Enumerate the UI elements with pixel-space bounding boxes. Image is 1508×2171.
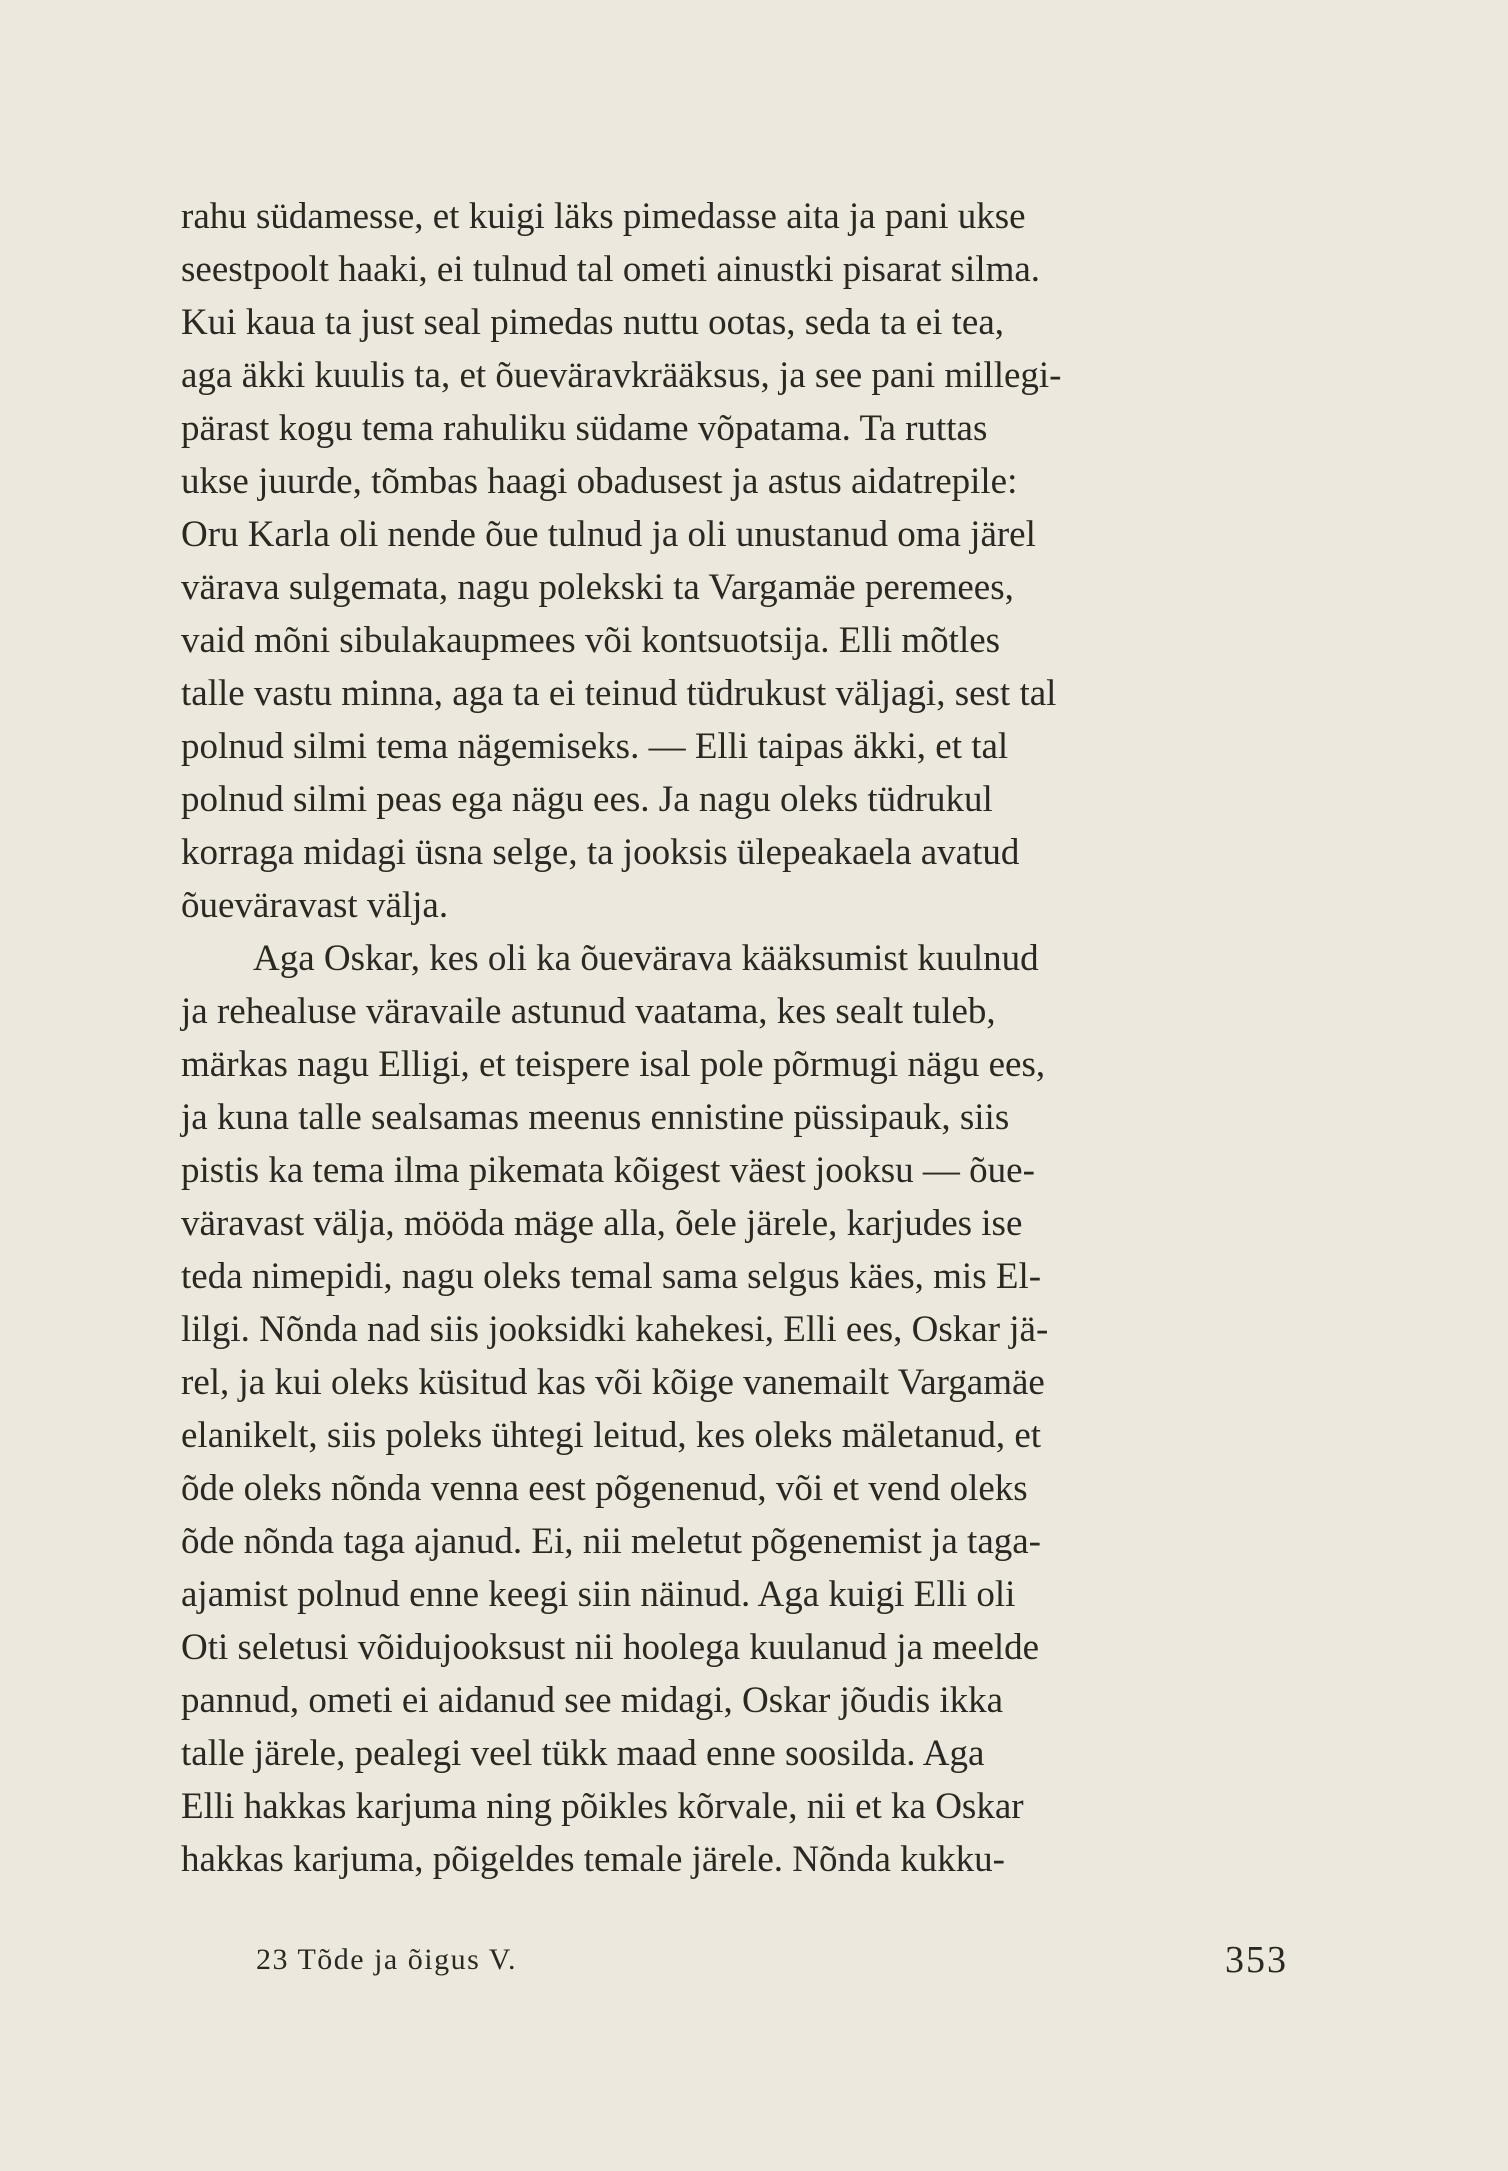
text-line: värava sulgemata, nagu polekski ta Vargamäe peremees, (181, 567, 1014, 608)
text-line: aga äkki kuulis ta, et õueväravkrääksus, ja see pani millegi- (181, 355, 1062, 396)
text-line: Elli hakkas karjuma ning põikles kõrvale, nii et ka Oskar (181, 1786, 1024, 1827)
text-line: teda nimepidi, nagu oleks temal sama selgus käes, mis El- (181, 1256, 1042, 1297)
body-text (181, 190, 1301, 1886)
text-line: ja rehealuse väravaile astunud vaatama, kes sealt tuleb, (181, 991, 996, 1032)
text-line: hakkas karjuma, põigeldes temale järele. Nõnda kukku- (181, 1839, 1005, 1880)
text-line: elanikelt, siis poleks ühtegi leitud, kes oleks mäletanud, et (181, 1415, 1042, 1456)
text-line: pannud, ometi ei aidanud see midagi, Oskar jõudis ikka (181, 1680, 1004, 1721)
text-line: ja kuna talle sealsamas meenus ennistine püssipauk, siis (181, 1097, 1010, 1138)
text-line: polnud silmi tema nägemiseks. — Elli taipas äkki, et tal (181, 726, 1009, 767)
text-line: väravast välja, mööda mäge alla, õele järele, karjudes ise (181, 1203, 1023, 1244)
text-line: Oru Karla oli nende õue tulnud ja oli unustanud oma järel (181, 514, 1036, 555)
text-line: Kui kaua ta just seal pimedas nuttu ootas, seda ta ei tea, (181, 302, 1005, 343)
text-line: märkas nagu Elligi, et teispere isal pole põrmugi nägu ees, (181, 1044, 1046, 1085)
page-number: 353 (1225, 1939, 1288, 1981)
printer-signature: 23 Tõde ja õigus V. (256, 1943, 518, 1976)
text-line: seestpoolt haaki, ei tulnud tal ometi ainustki pisarat silma. (181, 249, 1041, 290)
text-line: rahu südamesse, et kuigi läks pimedasse aita ja pani ukse (181, 196, 1026, 237)
text-line: pärast kogu tema rahuliku südame võpatama. Ta ruttas (181, 408, 988, 449)
paragraph-start-line: Aga Oskar, kes oli ka õuevärava kääksumist kuulnud (253, 938, 1039, 979)
text-line: lilgi. Nõnda nad siis jooksidki kahekesi, Elli ees, Oskar jä- (181, 1309, 1049, 1350)
text-line: Oti seletusi võidujooksust nii hoolega kuulanud ja meelde (181, 1627, 1040, 1668)
text-line: ukse juurde, tõmbas haagi obadusest ja astus aidatrepile: (181, 461, 1018, 502)
text-line: ajamist polnud enne keegi siin näinud. Aga kuigi Elli oli (181, 1574, 1016, 1615)
text-line: talle vastu minna, aga ta ei teinud tüdrukust väljagi, sest tal (181, 673, 1057, 714)
text-line: polnud silmi peas ega nägu ees. Ja nagu oleks tüdrukul (181, 779, 993, 820)
text-line: õueväravast välja. (181, 885, 449, 926)
text-line: õde oleks nõnda venna eest põgenenud, või et vend oleks (181, 1468, 1028, 1509)
text-line: vaid mõni sibulakaupmees või kontsuotsija. Elli mõtles (181, 620, 1001, 661)
text-line: korraga midagi üsna selge, ta jooksis ülepeakaela avatud (181, 832, 1020, 873)
text-line: pistis ka tema ilma pikemata kõigest väest jooksu — õue- (181, 1150, 1035, 1191)
text-line: talle järele, pealegi veel tükk maad enne soosilda. Aga (181, 1733, 985, 1774)
text-line: õde nõnda taga ajanud. Ei, nii meletut põgenemist ja taga- (181, 1521, 1041, 1562)
page-footer (0, 1935, 1508, 1985)
text-line: rel, ja kui oleks küsitud kas või kõige vanemailt Vargamäe (181, 1362, 1045, 1403)
